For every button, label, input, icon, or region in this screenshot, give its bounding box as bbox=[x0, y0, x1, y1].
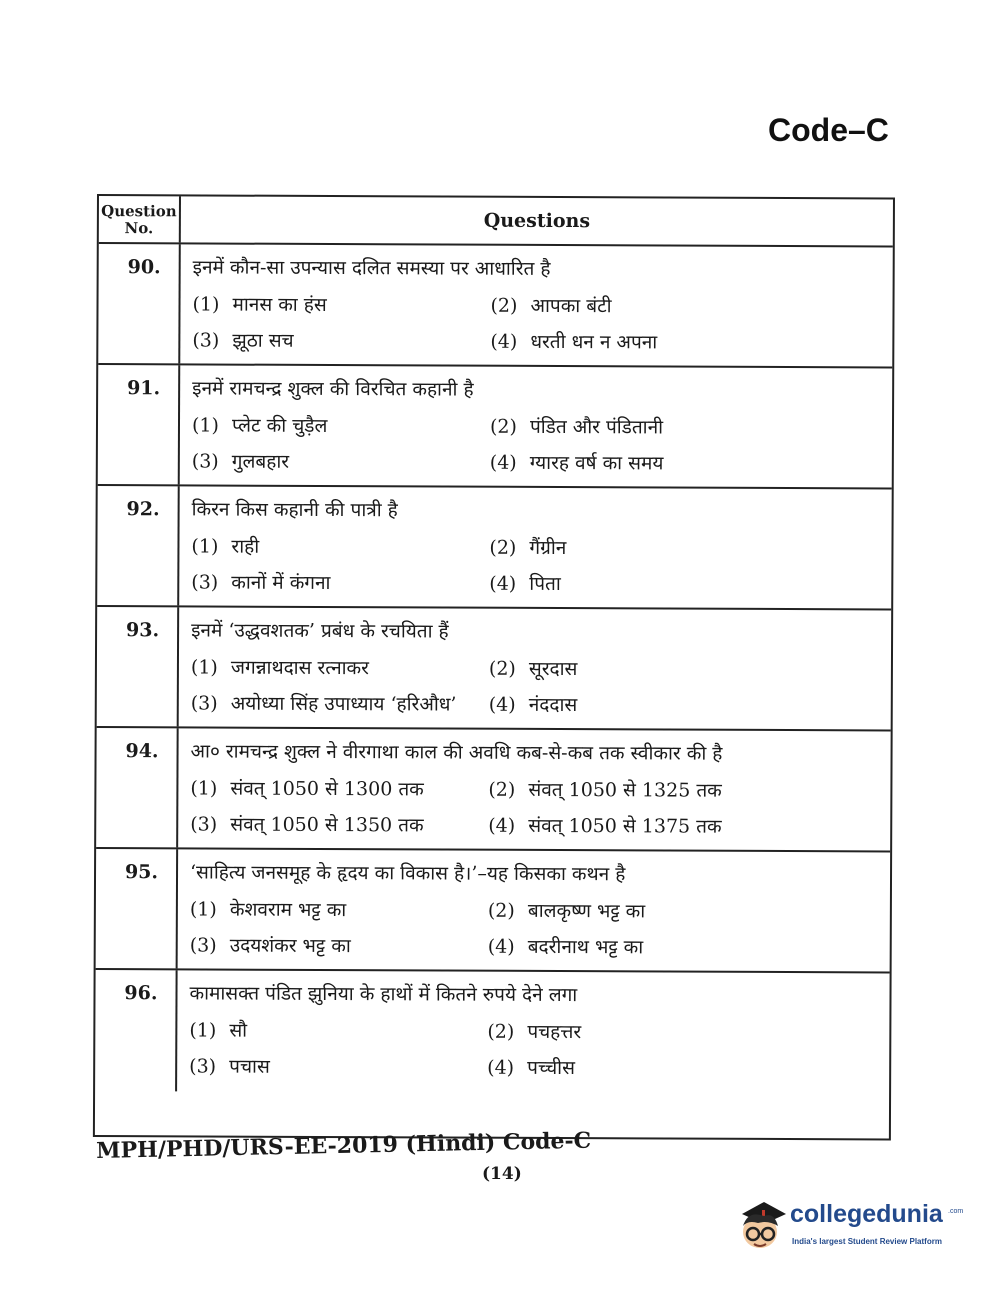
option-item bbox=[189, 1050, 487, 1083]
option-number: (1) bbox=[191, 414, 219, 437]
option-text: सूरदास bbox=[528, 657, 578, 681]
question-text: इनमें कौन-सा उपन्यास दलित समस्या पर आधारित है bbox=[192, 256, 551, 280]
option-text: जगन्नाथदास रत्नाकर bbox=[230, 656, 369, 680]
question-rows bbox=[95, 244, 893, 1094]
option-number: (4) bbox=[489, 451, 517, 474]
option-text: संवत् 1050 से 1325 तक bbox=[528, 778, 722, 802]
question-body bbox=[178, 849, 891, 971]
header-question-no: Question No. bbox=[99, 196, 181, 242]
option-number: (4) bbox=[487, 1056, 515, 1079]
option-number: (3) bbox=[191, 571, 219, 594]
option-number: (4) bbox=[490, 330, 518, 353]
option-text: पिता bbox=[529, 572, 561, 596]
option-item bbox=[191, 687, 489, 720]
option-text: संवत् 1050 से 1300 तक bbox=[230, 777, 424, 801]
question-text: आ० रामचन्द्र शुक्ल ने वीरगाथा काल की अवधि कब-से-कब तक स्वीकार की है bbox=[190, 740, 723, 765]
option-text: बालकृष्ण भट्ट का bbox=[527, 899, 646, 923]
option-list bbox=[190, 772, 890, 843]
option-item bbox=[488, 774, 890, 808]
option-item bbox=[489, 568, 891, 602]
option-item bbox=[489, 653, 891, 687]
option-number: (1) bbox=[190, 656, 218, 679]
option-text: पंडित और पंडितानी bbox=[529, 415, 664, 439]
option-text: झूठा सच bbox=[232, 329, 294, 352]
option-item bbox=[190, 893, 488, 926]
option-item bbox=[190, 772, 488, 805]
question-text: कामासक्त पंडित झुनिया के हाथों में कितने रुपये देने लगा bbox=[189, 982, 578, 1007]
question-number: 91. bbox=[98, 365, 181, 484]
mascot-icon bbox=[734, 1196, 790, 1260]
question-number: 96. bbox=[95, 970, 178, 1091]
option-text: संवत् 1050 से 1350 तक bbox=[230, 813, 424, 837]
question-number: 92. bbox=[97, 486, 180, 605]
option-number: (4) bbox=[489, 572, 517, 595]
question-row bbox=[96, 728, 891, 852]
option-item bbox=[191, 651, 489, 684]
question-number: 95. bbox=[96, 849, 179, 968]
question-number: 93. bbox=[97, 607, 180, 726]
brand-name: collegedunia bbox=[790, 1200, 943, 1228]
brand-tagline: India's largest Student Review Platform bbox=[792, 1237, 942, 1246]
option-number: (4) bbox=[488, 693, 516, 716]
option-text: ग्यारह वर्ष का समय bbox=[529, 451, 664, 475]
option-item bbox=[487, 1052, 889, 1086]
option-number: (4) bbox=[487, 935, 515, 958]
option-number: (1) bbox=[190, 777, 218, 800]
option-text: मानस का हंस bbox=[232, 293, 327, 317]
option-number: (2) bbox=[489, 415, 517, 438]
option-text: नंददास bbox=[528, 693, 578, 717]
option-item bbox=[490, 411, 892, 445]
question-body bbox=[180, 244, 893, 366]
option-number: (3) bbox=[189, 934, 217, 957]
option-number: (2) bbox=[488, 657, 516, 680]
question-text: इनमें ‘उद्धवशतक’ प्रबंध के रचयिता हैं bbox=[191, 619, 449, 643]
option-text: कानों में कंगना bbox=[231, 571, 331, 595]
option-number: (1) bbox=[192, 293, 220, 316]
option-item bbox=[489, 689, 891, 723]
option-item bbox=[192, 445, 490, 478]
question-text: इनमें रामचन्द्र शुक्ल की विरचित कहानी है bbox=[192, 377, 474, 401]
option-list bbox=[191, 530, 891, 601]
collegedunia-logo bbox=[734, 1196, 964, 1266]
question-body bbox=[179, 486, 892, 608]
option-item bbox=[489, 532, 891, 566]
footer-code-line: MPH/PHD/URS-EE-2019 (Hindi) Code-C bbox=[96, 1127, 592, 1164]
option-number: (3) bbox=[189, 1055, 217, 1078]
question-row bbox=[96, 849, 891, 973]
option-item bbox=[189, 1014, 487, 1047]
option-text: बदरीनाथ भट्ट का bbox=[527, 935, 644, 959]
option-number: (3) bbox=[190, 813, 218, 836]
option-item bbox=[192, 288, 490, 321]
question-text: किरन किस कहानी की पात्री है bbox=[191, 498, 398, 522]
option-item bbox=[490, 447, 892, 481]
option-number: (1) bbox=[189, 1019, 217, 1042]
option-number: (2) bbox=[487, 899, 515, 922]
option-number: (2) bbox=[489, 536, 517, 559]
option-text: संवत् 1050 से 1375 तक bbox=[528, 814, 722, 838]
option-item bbox=[190, 929, 488, 962]
paper-code-label: Code–C bbox=[768, 112, 889, 148]
option-item bbox=[490, 326, 892, 360]
option-item bbox=[191, 530, 489, 563]
option-text: धरती धन न अपना bbox=[530, 330, 658, 354]
option-number: (2) bbox=[490, 294, 518, 317]
option-text: पचास bbox=[229, 1055, 270, 1078]
header-questions: Questions bbox=[483, 209, 591, 233]
question-number: 90. bbox=[98, 244, 181, 363]
option-number: (2) bbox=[487, 1020, 515, 1043]
option-text: पचहत्तर bbox=[527, 1020, 582, 1044]
question-row bbox=[97, 486, 892, 610]
option-item bbox=[191, 566, 489, 599]
option-item bbox=[490, 290, 892, 324]
option-number: (1) bbox=[189, 898, 217, 921]
option-text: प्लेट की चुड़ैल bbox=[231, 414, 328, 438]
option-item bbox=[192, 409, 490, 442]
option-list bbox=[192, 288, 892, 359]
option-number: (4) bbox=[488, 814, 516, 837]
question-body bbox=[180, 365, 893, 487]
page-number: (14) bbox=[482, 1164, 522, 1184]
table-header bbox=[99, 196, 893, 247]
option-text: उदयशंकर भट्ट का bbox=[229, 934, 351, 958]
option-item bbox=[190, 808, 488, 841]
option-item bbox=[488, 810, 890, 844]
question-text: ‘साहित्य जनसमूह के हृदय का विकास है।’–यह किसका कथन है bbox=[189, 861, 626, 886]
option-text: अयोध्या सिंह उपाध्याय ‘हरिऔध’ bbox=[230, 692, 457, 716]
option-item bbox=[488, 895, 890, 929]
question-table bbox=[93, 194, 895, 1140]
option-text: गैंग्रीन bbox=[529, 536, 567, 560]
option-text: पच्चीस bbox=[527, 1056, 576, 1080]
question-body bbox=[177, 970, 890, 1094]
question-row bbox=[97, 607, 892, 731]
brand-suffix: .com bbox=[948, 1208, 964, 1215]
option-item bbox=[488, 931, 890, 965]
option-number: (3) bbox=[192, 329, 220, 352]
option-list bbox=[190, 893, 890, 964]
option-number: (3) bbox=[190, 692, 218, 715]
option-text: गुलबहार bbox=[231, 450, 290, 473]
option-item bbox=[192, 324, 490, 357]
option-number: (3) bbox=[191, 450, 219, 473]
question-body bbox=[179, 607, 892, 729]
option-text: केशवराम भट्ट का bbox=[229, 898, 347, 922]
option-list bbox=[189, 1014, 889, 1085]
question-row bbox=[95, 970, 890, 1094]
option-item bbox=[487, 1016, 889, 1050]
question-body bbox=[178, 728, 891, 850]
option-list bbox=[191, 651, 891, 722]
question-row bbox=[98, 365, 893, 489]
option-list bbox=[192, 409, 892, 480]
option-text: राही bbox=[231, 535, 260, 558]
question-number: 94. bbox=[96, 728, 179, 847]
option-number: (2) bbox=[488, 778, 516, 801]
option-number: (1) bbox=[191, 535, 219, 558]
option-text: सौ bbox=[229, 1019, 248, 1042]
option-text: आपका बंटी bbox=[530, 294, 612, 318]
question-row bbox=[98, 244, 893, 368]
